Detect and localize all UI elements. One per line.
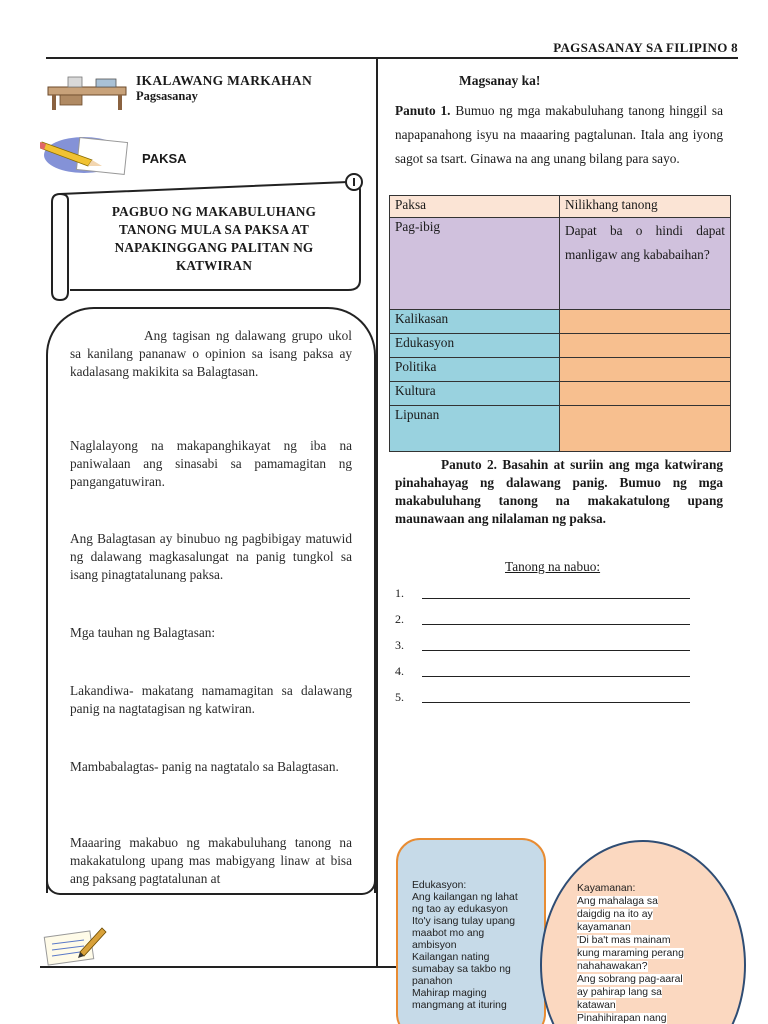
- table-cell-paksa: Kalikasan: [390, 310, 560, 334]
- answer-row[interactable]: [395, 612, 695, 628]
- bubble-line: kayamanan: [577, 922, 631, 933]
- info-paragraph: Lakandiwa- makatang namamagitan sa dalawang panig na nagtatagisan ng katwiran.: [70, 683, 352, 716]
- panuto1: [395, 99, 723, 171]
- bubble-line: ay pahirap lang sa: [577, 987, 662, 998]
- bubble-line: maabot mo ang: [412, 928, 485, 939]
- topic-line: KATWIRAN: [175, 258, 253, 273]
- answer-number: 4.: [395, 664, 404, 678]
- bubble-line: ambisyon: [412, 940, 457, 951]
- bubble-line: Ang mahalaga sa: [577, 896, 658, 907]
- table-row: [390, 406, 731, 452]
- table-row: [390, 358, 731, 382]
- table-row: [390, 382, 731, 406]
- table-cell-paksa: Kultura: [390, 382, 560, 406]
- bubble-line: kung maraming perang: [577, 948, 684, 959]
- info-paragraph: Mga tauhan ng Balagtasan:: [70, 625, 216, 640]
- answer-line[interactable]: [422, 624, 690, 625]
- writing-illustration: [40, 924, 108, 966]
- bubble-line: ng tao ay edukasyon: [412, 904, 508, 915]
- answer-row[interactable]: [395, 690, 695, 706]
- answer-number: 5.: [395, 690, 404, 704]
- answer-row[interactable]: [395, 664, 695, 680]
- answer-row[interactable]: [395, 638, 695, 654]
- bubble-line: Edukasyon:: [412, 880, 467, 891]
- panuto1-label: Panuto 1.: [395, 103, 451, 118]
- bubble-line: 'Di ba't mas mainam: [577, 935, 671, 946]
- bubble-line: daigdig na ito ay: [577, 909, 653, 920]
- answer-cell[interactable]: [560, 382, 731, 406]
- footer-rule: [40, 966, 396, 968]
- table-cell-paksa: Lipunan: [390, 406, 560, 452]
- desk-illustration: [46, 75, 128, 111]
- answer-line[interactable]: [422, 676, 690, 677]
- bubble-line: Kailangan nating: [412, 952, 490, 963]
- panuto2-text: Basahin at suriin ang mga katwirang pinahahayag ng dalawang panig. Bumuo ng mga makabuluhang tanong na makakatulong upang maunawaan ang nilalaman ng paksa.: [395, 457, 723, 526]
- answer-cell[interactable]: [560, 358, 731, 382]
- answer-number: 2.: [395, 612, 404, 626]
- bubble-line: Ang sobrang pag-aaral: [577, 974, 683, 985]
- panuto1-text: Bumuo ng mga makabuluhang tanong hinggil sa napapanahong isyu na maaaring pagtalunan. Itala ang iyong sagot sa tsart. Ginawa na ang unang bilang para sayo.: [395, 103, 723, 166]
- bubble-line: Ang kailangan ng lahat: [412, 892, 518, 903]
- table-row: [390, 218, 731, 310]
- quarter-subtitle: Pagsasanay: [136, 89, 198, 103]
- bubble-line: nahahawakan?: [577, 961, 648, 972]
- topic-line: TANONG MULA SA PAKSA AT: [119, 222, 309, 237]
- bubble-line: Kayamanan:: [577, 883, 636, 894]
- column-divider: [376, 57, 378, 967]
- bubble-line: sumabay sa takbo ng: [412, 964, 511, 975]
- bubble-line: mangmang at ituring: [412, 1000, 507, 1011]
- table-header-row: [390, 196, 731, 218]
- kayamanan-bubble: [540, 840, 746, 1024]
- header-title: PAGSASANAY SA FILIPINO 8: [553, 40, 738, 55]
- info-paragraph: Maaaring makabuo ng makabuluhang tanong na makakatulong upang mas mabigyang linaw at bisa ang paksang pagtatalunan at: [70, 835, 352, 886]
- panuto2: [395, 456, 723, 528]
- bubble-line: katawan: [577, 1000, 616, 1011]
- magsanay-heading: Magsanay ka!: [459, 73, 541, 88]
- paksa-table: [389, 195, 731, 452]
- info-paragraph: Ang Balagtasan ay binubuo ng pagbibigay matuwid ng dalawang magkasalungat na panig tungkol sa isang pinagtatalunang paksa.: [70, 531, 352, 582]
- table-header-cell: Nilikhang tanong: [560, 196, 731, 218]
- answer-cell[interactable]: [560, 334, 731, 358]
- info-paragraph: Mambabalagtas- panig na nagtatalo sa Balagtasan.: [70, 759, 339, 774]
- quarter-title: IKALAWANG MARKAHAN: [136, 73, 313, 88]
- answer-line[interactable]: [422, 702, 690, 703]
- answer-number: 1.: [395, 586, 404, 600]
- topic-line: PAGBUO NG MAKABULUHANG: [111, 204, 317, 219]
- topic-title: [80, 203, 348, 275]
- answer-row[interactable]: [395, 586, 695, 602]
- bubble-line: Ito'y isang tulay upang: [412, 916, 516, 927]
- table-cell-paksa: Edukasyon: [390, 334, 560, 358]
- table-cell-tanong: Dapat ba o hindi dapat manligaw ang kababaihan?: [560, 218, 731, 310]
- tanong-title: Tanong na nabuo:: [505, 559, 601, 574]
- bubble-line: Pinahihirapan nang: [577, 1013, 667, 1024]
- paksa-label: PAKSA: [142, 151, 187, 166]
- table-row: [390, 334, 731, 358]
- answer-line[interactable]: [422, 650, 690, 651]
- edukasyon-bubble: [396, 838, 546, 1024]
- table-row: [390, 310, 731, 334]
- info-box: [46, 307, 376, 893]
- answer-cell[interactable]: [560, 310, 731, 334]
- answer-number: 3.: [395, 638, 404, 652]
- answer-cell[interactable]: [560, 406, 731, 452]
- answer-line[interactable]: [422, 598, 690, 599]
- bubble-line: Mahirap maging: [412, 988, 487, 999]
- info-paragraph: Ang tagisan ng dalawang grupo ukol sa kanilang pananaw o opinion sa isang paksa ay kadalasang makikita sa Balagtasan.: [70, 328, 352, 379]
- header-rule: [46, 57, 738, 59]
- table-cell-paksa: Politika: [390, 358, 560, 382]
- topic-line: NAPAKINGGANG PALITAN NG: [114, 240, 314, 255]
- info-paragraph: Naglalayong na makapanghikayat ng iba na paniwalaan ang sinasabi sa pamamagitan ng pangangatuwiran.: [70, 438, 352, 489]
- bubble-line: panahon: [412, 976, 453, 987]
- table-header-cell: Paksa: [390, 196, 560, 218]
- table-cell-paksa: Pag-ibig: [390, 218, 560, 310]
- panuto2-label: Panuto 2.: [441, 457, 498, 472]
